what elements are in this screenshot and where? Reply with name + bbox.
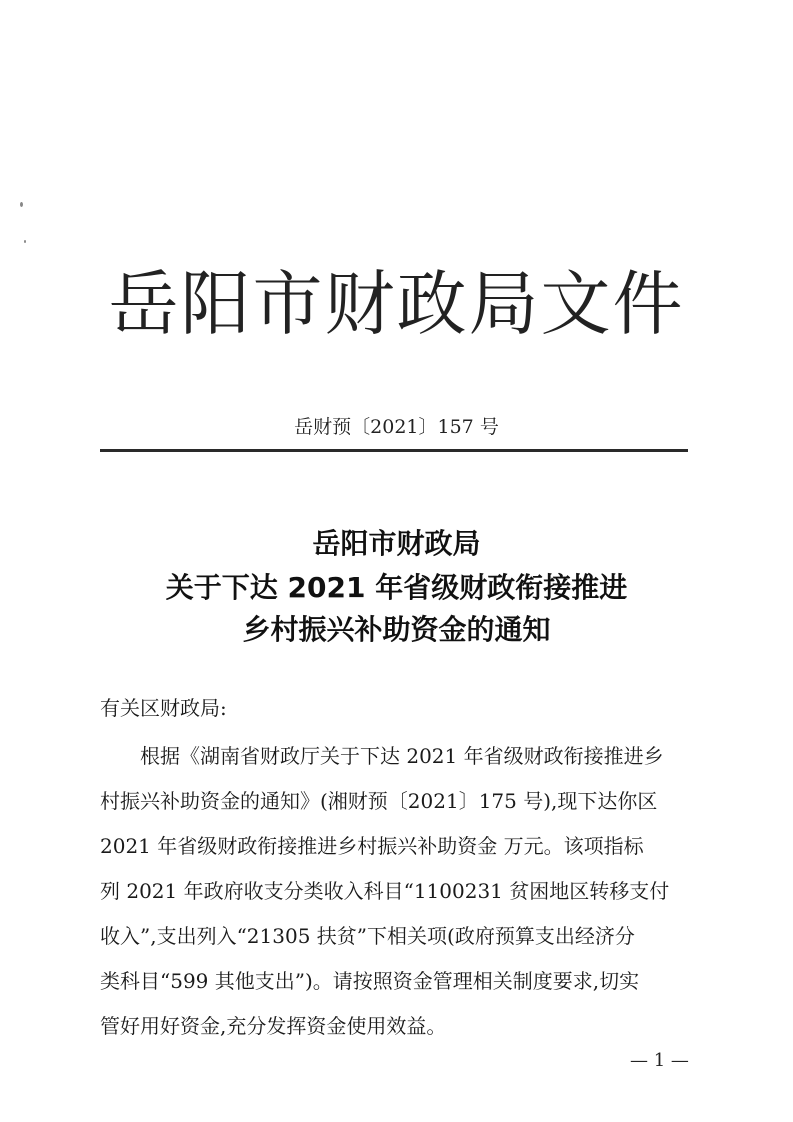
notice-title-line: 岳阳市财政局 xyxy=(312,527,481,560)
body-line: 列 2021 年政府收支分类收入科目“1100231 贫困地区转移支付 xyxy=(100,879,670,903)
body-line: 根据《湖南省财政厅关于下达 2021 年省级财政衔接推进乡 xyxy=(140,744,664,768)
scan-speck xyxy=(24,240,26,243)
body-line: 收入”,支出列入“21305 扶贫”下相关项(政府预算支出经济分 xyxy=(100,924,635,948)
body-line: 2021 年省级财政衔接推进乡村振兴补助资金 万元。该项指标 xyxy=(100,834,644,858)
header-divider xyxy=(100,449,688,452)
salutation: 有关区财政局: xyxy=(100,696,227,720)
body-line: 管好用好资金,充分发挥资金使用效益。 xyxy=(100,1014,447,1038)
scan-speck xyxy=(20,202,23,207)
notice-title-line: 乡村振兴补助资金的通知 xyxy=(242,613,551,646)
body-line: 村振兴补助资金的通知》(湘财预〔2021〕175 号),现下达你区 xyxy=(100,789,658,813)
body-line: 类科目“599 其他支出”)。请按照资金管理相关制度要求,切实 xyxy=(100,969,640,993)
document-number: 岳财预〔2021〕157 号 xyxy=(294,416,499,438)
page-number: — 1 — xyxy=(630,1050,689,1071)
header-org-title: 岳阳市财政局文件 xyxy=(108,263,685,345)
notice-title-line: 关于下达 2021 年省级财政衔接推进 xyxy=(165,571,628,604)
